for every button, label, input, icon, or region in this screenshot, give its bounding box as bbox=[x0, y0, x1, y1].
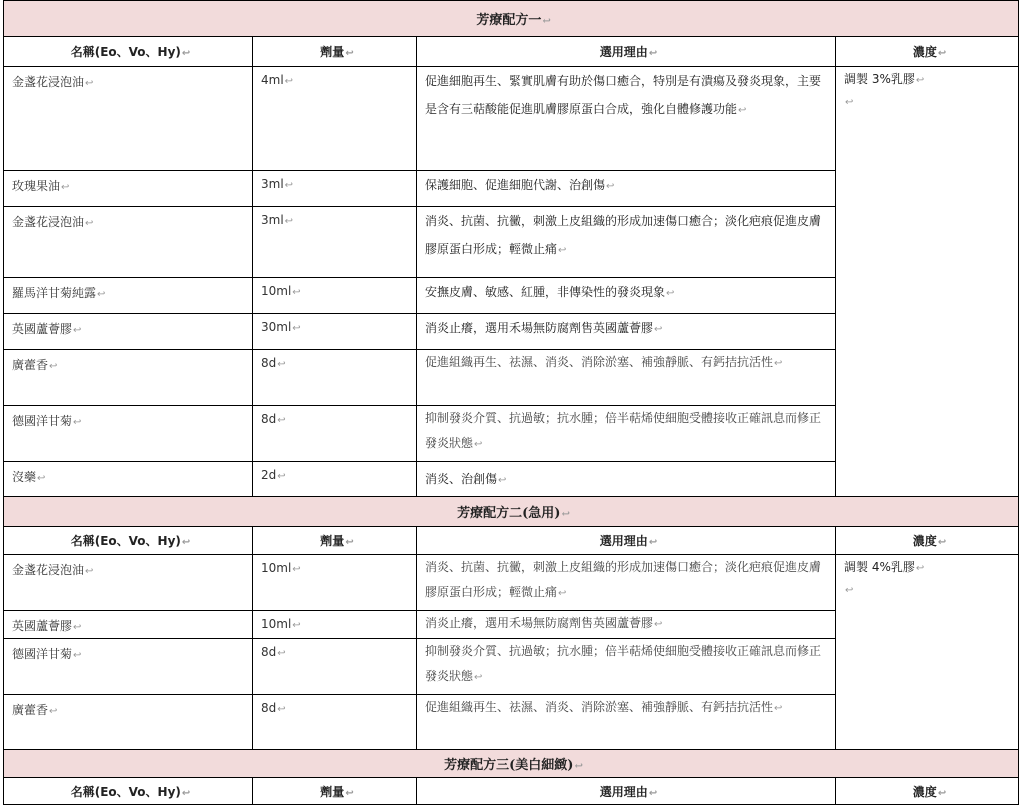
paragraph-mark: ↩ bbox=[181, 537, 191, 548]
cell-text: 廣藿香 bbox=[12, 703, 49, 717]
paragraph-mark: ↩ bbox=[73, 650, 82, 661]
formula-table-3 bbox=[3, 749, 1019, 805]
cell-end-marker bbox=[1019, 376, 1023, 380]
header-dose bbox=[253, 37, 417, 67]
header-row bbox=[4, 527, 1019, 555]
ingredient-dose bbox=[253, 171, 417, 207]
ingredient-dose bbox=[253, 350, 417, 406]
paragraph-mark: ↩ bbox=[292, 287, 301, 298]
paragraph-mark: ↩ bbox=[774, 358, 783, 369]
cell-text: 10ml bbox=[261, 561, 292, 575]
cell-text: 消炎止癢，選用禾場無防腐劑售英國蘆薈膠 bbox=[425, 321, 654, 335]
cell-text: 8d bbox=[261, 645, 277, 659]
cell-text: 10ml bbox=[261, 284, 292, 298]
paragraph-mark: ↩ bbox=[292, 323, 301, 334]
cell-text: 8d bbox=[261, 412, 277, 426]
cell-text: 選用理由 bbox=[599, 784, 648, 799]
paragraph-mark: ↩ bbox=[937, 537, 947, 548]
paragraph-mark: ↩ bbox=[558, 588, 567, 599]
cell-text: 促進組織再生、祛濕、消炎、消除淤塞、補強靜脈、有鈣拮抗活性 bbox=[425, 700, 774, 714]
cell-end-marker bbox=[1019, 18, 1023, 22]
cell-end-marker bbox=[1019, 296, 1023, 300]
ingredient-dose bbox=[253, 406, 417, 462]
cell-end-marker bbox=[1019, 188, 1023, 192]
paragraph-mark: ↩ bbox=[345, 48, 354, 59]
paragraph-mark: ↩ bbox=[574, 761, 583, 772]
paragraph-mark: ↩ bbox=[292, 620, 301, 631]
ingredient-reason bbox=[417, 406, 836, 462]
paragraph-mark: ↩ bbox=[738, 105, 747, 116]
paragraph-mark: ↩ bbox=[85, 566, 94, 577]
header-concentration bbox=[836, 37, 1019, 67]
concentration-cell bbox=[836, 555, 1019, 751]
cell-text: 濃度 bbox=[912, 534, 937, 548]
formula-table-1 bbox=[3, 0, 1019, 498]
cell-text: 沒藥 bbox=[12, 470, 37, 484]
ingredient-name bbox=[4, 67, 253, 171]
cell-end-marker bbox=[1019, 762, 1023, 766]
paragraph-mark: ↩ bbox=[561, 509, 570, 520]
cell-text: 德國洋甘菊 bbox=[12, 414, 73, 428]
cell-text: 玫瑰果油 bbox=[12, 179, 61, 193]
ingredient-dose bbox=[253, 278, 417, 314]
cell-text: 8d bbox=[261, 356, 277, 370]
cell-text: 濃度 bbox=[912, 784, 937, 799]
ingredient-name bbox=[4, 207, 253, 278]
concentration-cell bbox=[836, 67, 1019, 498]
cell-text: 4ml bbox=[261, 73, 284, 87]
cell-text: 消炎、抗菌、抗黴，刺激上皮組織的形成加速傷口癒合；淡化疤痕促進皮膚膠原蛋白形成；輕微止痛 bbox=[425, 560, 822, 599]
paragraph-mark: ↩ bbox=[774, 703, 783, 714]
paragraph-mark: ↩ bbox=[181, 48, 191, 59]
header-row bbox=[4, 778, 1019, 805]
paragraph-mark: ↩ bbox=[284, 216, 294, 227]
paragraph-mark: ↩ bbox=[277, 359, 286, 370]
paragraph-mark: ↩ bbox=[648, 787, 658, 799]
cell-text: 名稱(Eo、Vo、Hy) bbox=[70, 45, 181, 59]
ingredient-name bbox=[4, 350, 253, 406]
cell-text: 調製 3%乳膠 bbox=[844, 72, 915, 86]
header-reason bbox=[417, 778, 836, 805]
header-dose bbox=[253, 778, 417, 805]
paragraph-mark: ↩ bbox=[474, 672, 483, 683]
paragraph-mark: ↩ bbox=[277, 415, 286, 426]
cell-text: 英國蘆薈膠 bbox=[12, 619, 73, 633]
paragraph-mark: ↩ bbox=[61, 182, 70, 193]
cell-text: 芳療配方三(美白細緻) bbox=[444, 758, 574, 773]
paragraph-mark: ↩ bbox=[845, 585, 854, 596]
ingredient-reason bbox=[417, 278, 836, 314]
cell-text: 消炎、抗菌、抗黴，刺激上皮組織的形成加速傷口癒合；淡化疤痕促進皮膚膠原蛋白形成；輕微止痛 bbox=[425, 214, 822, 256]
ingredient-name bbox=[4, 314, 253, 350]
cell-text: 濃度 bbox=[912, 45, 937, 59]
formula-title-row bbox=[4, 750, 1019, 778]
paragraph-mark: ↩ bbox=[277, 648, 286, 659]
cell-text: 保護細胞、促進細胞代謝、治創傷 bbox=[425, 178, 606, 192]
paragraph-mark: ↩ bbox=[85, 218, 94, 229]
formula-table-2 bbox=[3, 496, 1019, 751]
paragraph-mark: ↩ bbox=[277, 704, 286, 715]
formula-title bbox=[4, 750, 1019, 778]
header-name bbox=[4, 778, 253, 805]
formula-title bbox=[4, 1, 1019, 37]
cell-text: 消炎止癢，選用禾場無防腐劑售英國蘆薈膠 bbox=[425, 616, 654, 630]
ingredient-name bbox=[4, 462, 253, 498]
cell-text: 選用理由 bbox=[599, 534, 648, 548]
cell-text: 8d bbox=[261, 701, 277, 715]
header-name bbox=[4, 527, 253, 555]
paragraph-mark: ↩ bbox=[49, 706, 58, 717]
ingredient-name bbox=[4, 278, 253, 314]
cell-text: 廣藿香 bbox=[12, 358, 49, 372]
paragraph-mark: ↩ bbox=[284, 180, 294, 191]
table-row bbox=[4, 67, 1019, 171]
cell-text: 芳療配方二(急用) bbox=[457, 506, 561, 521]
cell-end-marker bbox=[1019, 244, 1023, 248]
paragraph-mark: ↩ bbox=[558, 245, 567, 256]
ingredient-dose bbox=[253, 67, 417, 171]
cell-text: 3ml bbox=[261, 213, 284, 227]
ingredient-reason bbox=[417, 695, 836, 751]
cell-end-marker bbox=[1019, 478, 1023, 482]
ingredient-dose bbox=[253, 639, 417, 695]
paragraph-mark: ↩ bbox=[648, 537, 658, 548]
cell-text: 羅馬洋甘菊純露 bbox=[12, 286, 97, 300]
ingredient-name bbox=[4, 611, 253, 639]
cell-text: 3ml bbox=[261, 177, 284, 191]
cell-text: 調製 4%乳膠 bbox=[844, 560, 915, 574]
formula-title-row bbox=[4, 497, 1019, 527]
ingredient-reason bbox=[417, 350, 836, 406]
paragraph-mark: ↩ bbox=[474, 439, 483, 450]
header-concentration bbox=[836, 527, 1019, 555]
cell-end-marker bbox=[1019, 580, 1023, 584]
cell-end-marker bbox=[1019, 54, 1023, 58]
cell-text: 劑量 bbox=[320, 784, 345, 799]
paragraph-mark: ↩ bbox=[73, 622, 82, 633]
ingredient-reason bbox=[417, 207, 836, 278]
ingredient-dose bbox=[253, 611, 417, 639]
cell-text: 2d bbox=[261, 468, 277, 482]
header-reason bbox=[417, 37, 836, 67]
cell-end-marker bbox=[1019, 660, 1023, 664]
paragraph-mark: ↩ bbox=[292, 564, 301, 575]
ingredient-name bbox=[4, 695, 253, 751]
ingredient-reason bbox=[417, 171, 836, 207]
paragraph-mark: ↩ bbox=[915, 75, 925, 86]
table-row bbox=[4, 555, 1019, 611]
ingredient-name bbox=[4, 406, 253, 462]
paragraph-mark: ↩ bbox=[345, 787, 354, 799]
ingredient-reason bbox=[417, 314, 836, 350]
header-concentration bbox=[836, 778, 1019, 805]
cell-text: 安撫皮膚、敏感、紅腫，非傳染性的發炎現象 bbox=[425, 285, 666, 299]
paragraph-mark: ↩ bbox=[845, 97, 854, 108]
paragraph-mark: ↩ bbox=[37, 473, 46, 484]
cell-end-marker bbox=[1019, 140, 1023, 144]
cell-end-marker bbox=[1019, 332, 1023, 336]
paragraph-mark: ↩ bbox=[666, 288, 675, 299]
paragraph-mark: ↩ bbox=[85, 78, 94, 89]
cell-text: 30ml bbox=[261, 320, 292, 334]
formula-title-row bbox=[4, 1, 1019, 37]
cell-text: 抑制發炎介質、抗過敏；抗水腫；倍半萜烯使細胞受體接收正確訊息而修正發炎狀態 bbox=[425, 411, 822, 450]
cell-text: 名稱(Eo、Vo、Hy) bbox=[70, 534, 181, 548]
ingredient-reason bbox=[417, 67, 836, 171]
cell-text: 劑量 bbox=[320, 534, 345, 548]
paragraph-mark: ↩ bbox=[345, 537, 354, 548]
paragraph-mark: ↩ bbox=[498, 475, 507, 486]
formula-title bbox=[4, 497, 1019, 527]
cell-end-marker bbox=[1019, 790, 1023, 794]
paragraph-mark: ↩ bbox=[937, 48, 947, 59]
cell-text: 10ml bbox=[261, 617, 292, 631]
paragraph-mark: ↩ bbox=[97, 289, 106, 300]
ingredient-dose bbox=[253, 207, 417, 278]
ingredient-dose bbox=[253, 462, 417, 498]
paragraph-mark: ↩ bbox=[284, 76, 294, 87]
cell-text: 金盞花浸泡油 bbox=[12, 215, 85, 229]
header-name bbox=[4, 37, 253, 67]
paragraph-mark: ↩ bbox=[73, 417, 82, 428]
cell-end-marker bbox=[1019, 716, 1023, 720]
cell-text: 促進細胞再生、緊實肌膚有助於傷口癒合，特別是有潰瘍及發炎現象，主要是含有三萜酸能促進肌膚膠原蛋白合成，強化自體修護功能 bbox=[425, 74, 822, 116]
ingredient-name bbox=[4, 639, 253, 695]
paragraph-mark: ↩ bbox=[49, 361, 58, 372]
ingredient-reason bbox=[417, 611, 836, 639]
ingredient-reason bbox=[417, 639, 836, 695]
header-row bbox=[4, 37, 1019, 67]
paragraph-mark: ↩ bbox=[937, 787, 947, 799]
paragraph-mark: ↩ bbox=[277, 471, 286, 482]
paragraph-mark: ↩ bbox=[915, 563, 925, 574]
cell-end-marker bbox=[1019, 512, 1023, 516]
cell-end-marker bbox=[1019, 540, 1023, 544]
cell-text: 選用理由 bbox=[599, 45, 648, 59]
paragraph-mark: ↩ bbox=[654, 619, 663, 630]
ingredient-reason bbox=[417, 462, 836, 498]
cell-text: 金盞花浸泡油 bbox=[12, 75, 85, 89]
paragraph-mark: ↩ bbox=[73, 325, 82, 336]
cell-text: 芳療配方一 bbox=[476, 13, 542, 28]
cell-text: 名稱(Eo、Vo、Hy) bbox=[70, 784, 181, 799]
paragraph-mark: ↩ bbox=[648, 48, 658, 59]
cell-text: 消炎、治創傷 bbox=[425, 472, 498, 486]
paragraph-mark: ↩ bbox=[181, 787, 191, 799]
cell-text: 促進組織再生、祛濕、消炎、消除淤塞、補強靜脈、有鈣拮抗活性 bbox=[425, 355, 774, 369]
header-dose bbox=[253, 527, 417, 555]
cell-end-marker bbox=[1019, 622, 1023, 626]
ingredient-dose bbox=[253, 314, 417, 350]
paragraph-mark: ↩ bbox=[542, 16, 551, 27]
paragraph-mark: ↩ bbox=[654, 324, 663, 335]
ingredient-dose bbox=[253, 555, 417, 611]
cell-end-marker bbox=[1019, 432, 1023, 436]
ingredient-dose bbox=[253, 695, 417, 751]
header-reason bbox=[417, 527, 836, 555]
cell-text: 金盞花浸泡油 bbox=[12, 563, 85, 577]
ingredient-name bbox=[4, 171, 253, 207]
cell-text: 英國蘆薈膠 bbox=[12, 322, 73, 336]
cell-text: 德國洋甘菊 bbox=[12, 647, 73, 661]
ingredient-name bbox=[4, 555, 253, 611]
cell-text: 抑制發炎介質、抗過敏；抗水腫；倍半萜烯使細胞受體接收正確訊息而修正發炎狀態 bbox=[425, 644, 822, 683]
paragraph-mark: ↩ bbox=[606, 181, 615, 192]
ingredient-reason bbox=[417, 555, 836, 611]
cell-text: 劑量 bbox=[320, 45, 345, 59]
